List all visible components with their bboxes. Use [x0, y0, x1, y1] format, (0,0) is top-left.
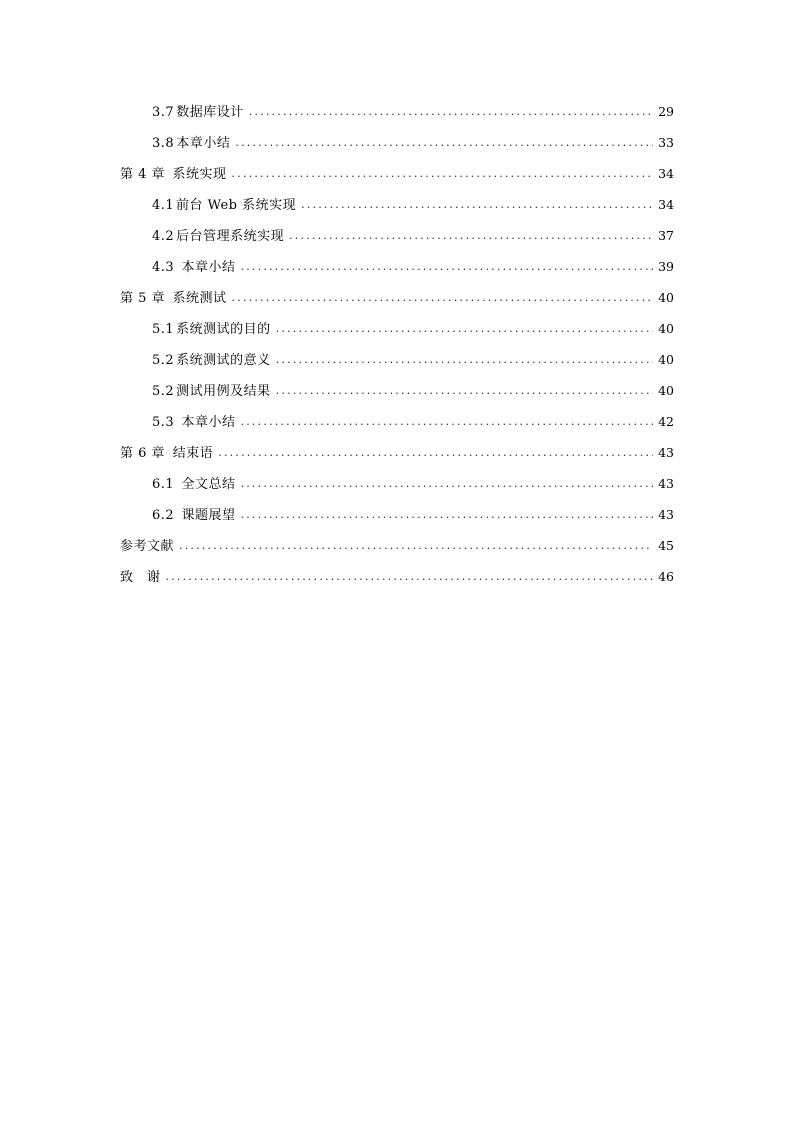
- toc-entry-number: 5.2: [152, 353, 175, 368]
- toc-page-number: 34: [658, 197, 674, 212]
- toc-page-number: 40: [658, 383, 674, 398]
- dot-leader: [241, 410, 653, 434]
- dot-leader: [235, 131, 653, 155]
- toc-entry-title: 参考文献: [120, 539, 175, 554]
- dot-leader: [289, 224, 653, 248]
- toc-entry-number: 6.1: [152, 477, 175, 492]
- toc-entry-number: 4.2: [152, 229, 175, 244]
- toc-entry-title: 本章小结: [181, 415, 236, 430]
- toc-entry-number: 3.8: [152, 136, 175, 151]
- toc-page-number: 40: [658, 352, 674, 367]
- toc-entry-title: 全文总结: [181, 477, 236, 492]
- toc-entry-chapter-5[interactable]: [120, 286, 674, 317]
- dot-leader: [301, 193, 653, 217]
- toc-entry-title: 测试用例及结果: [176, 384, 271, 399]
- toc-page-number: 34: [658, 166, 674, 181]
- toc-page-number: 37: [658, 228, 674, 243]
- table-of-contents: [120, 100, 674, 596]
- toc-chapter-number: 第 6 章: [120, 446, 166, 461]
- toc-entry-number: 5.1: [152, 322, 175, 337]
- dot-leader: [249, 100, 653, 124]
- toc-entry-5-2-meaning[interactable]: [120, 348, 674, 379]
- dot-leader: [241, 503, 653, 527]
- toc-entry-title: 后台管理系统实现: [176, 229, 285, 244]
- toc-page-number: 46: [658, 569, 674, 584]
- toc-entry-number: 3.7: [152, 105, 175, 120]
- toc-entry-5-1[interactable]: [120, 317, 674, 348]
- toc-page-number: 43: [658, 476, 674, 491]
- toc-entry-number: 4.3: [152, 260, 175, 275]
- toc-entry-4-2[interactable]: [120, 224, 674, 255]
- toc-page-number: 33: [658, 135, 674, 150]
- toc-entry-chapter-4[interactable]: [120, 162, 674, 193]
- toc-entry-5-3[interactable]: [120, 410, 674, 441]
- dot-leader: [232, 286, 653, 310]
- toc-page-number: 29: [658, 104, 674, 119]
- toc-page-number: 42: [658, 414, 674, 429]
- toc-entry-4-3[interactable]: [120, 255, 674, 286]
- toc-entry-title: 本章小结: [176, 136, 231, 151]
- toc-entry-6-2[interactable]: [120, 503, 674, 534]
- toc-entry-title: 数据库设计: [176, 105, 244, 120]
- dot-leader: [232, 162, 653, 186]
- toc-entry-title: 结束语: [172, 446, 214, 461]
- toc-entry-title: 本章小结: [181, 260, 236, 275]
- toc-entry-4-1[interactable]: [120, 193, 674, 224]
- toc-entry-title: 系统测试的目的: [176, 322, 271, 337]
- toc-entry-title: 系统实现: [172, 167, 227, 182]
- toc-entry-number: 5.3: [152, 415, 175, 430]
- dot-leader: [276, 317, 653, 341]
- toc-page-number: 45: [658, 538, 674, 553]
- toc-entry-6-1[interactable]: [120, 472, 674, 503]
- toc-entry-number: 6.2: [152, 508, 175, 523]
- dot-leader: [241, 255, 653, 279]
- toc-page-number: 39: [658, 259, 674, 274]
- toc-entry-title: 系统测试的意义: [176, 353, 271, 368]
- toc-chapter-number: 第 5 章: [120, 291, 166, 306]
- toc-entry-chapter-6[interactable]: [120, 441, 674, 472]
- toc-entry-title: 系统测试: [172, 291, 227, 306]
- toc-entry-title: 前台 Web 系统实现: [176, 198, 297, 213]
- toc-entry-3-7[interactable]: [120, 100, 674, 131]
- toc-page-number: 43: [658, 507, 674, 522]
- toc-page-number: 40: [658, 321, 674, 336]
- toc-entry-3-8[interactable]: [120, 131, 674, 162]
- dot-leader: [166, 565, 653, 589]
- toc-entry-title: 课题展望: [181, 508, 236, 523]
- toc-entry-title: 致 谢: [120, 570, 161, 585]
- toc-entry-number: 5.2: [152, 384, 175, 399]
- toc-page-number: 40: [658, 290, 674, 305]
- toc-entry-number: 4.1: [152, 198, 175, 213]
- toc-chapter-number: 第 4 章: [120, 167, 166, 182]
- dot-leader: [179, 534, 653, 558]
- dot-leader: [218, 441, 653, 465]
- toc-entry-acknowledgements[interactable]: [120, 565, 674, 596]
- dot-leader: [276, 379, 653, 403]
- dot-leader: [276, 348, 653, 372]
- toc-page-number: 43: [658, 445, 674, 460]
- toc-entry-5-2-test-cases[interactable]: [120, 379, 674, 410]
- toc-entry-references[interactable]: [120, 534, 674, 565]
- dot-leader: [241, 472, 653, 496]
